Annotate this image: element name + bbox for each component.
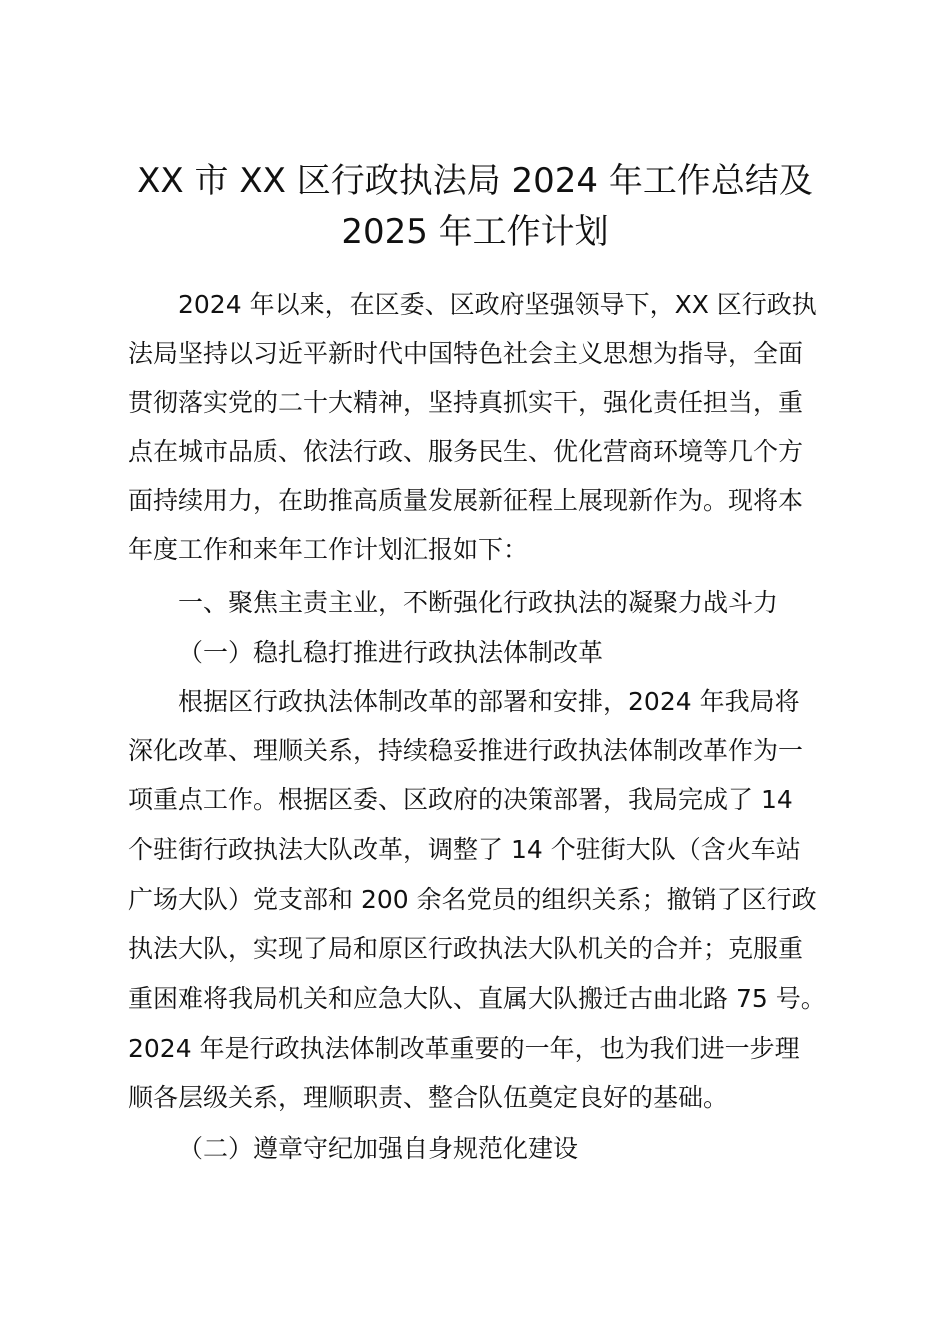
intro-line-2: 法局坚持以习近平新时代中国特色社会主义思想为指导，全面 [128, 339, 804, 368]
subsection-1-line-9: 顺各层级关系，理顺职责、整合队伍奠定良好的基础。 [128, 1083, 729, 1112]
intro-line-1: 2024 年以来，在区委、区政府坚强领导下，XX 区行政执 [178, 290, 817, 319]
subsection-1-line-7: 重困难将我局机关和应急大队、直属大队搬迁古曲北路 75 号。 [128, 984, 826, 1013]
subsection-1-line-4: 个驻街行政执法大队改革，调整了 14 个驻街大队（含火车站 [128, 835, 801, 864]
document-title-line-1: XX 市 XX 区行政执法局 2024 年工作总结及 [137, 161, 813, 201]
section-1-heading: 一、聚焦主责主业，不断强化行政执法的凝聚力战斗力 [178, 588, 779, 617]
intro-line-6: 年度工作和来年工作计划汇报如下： [128, 535, 529, 564]
intro-line-4: 点在城市品质、依法行政、服务民生、优化营商环境等几个方 [128, 437, 804, 466]
subsection-1-line-8: 2024 年是行政执法体制改革重要的一年，也为我们进一步理 [128, 1034, 800, 1063]
subsection-2-heading: （二）遵章守纪加强自身规范化建设 [178, 1134, 579, 1163]
intro-line-5: 面持续用力，在助推高质量发展新征程上展现新作为。现将本 [128, 486, 804, 515]
subsection-1-heading: （一）稳扎稳打推进行政执法体制改革 [178, 638, 604, 667]
subsection-1-line-3: 项重点工作。根据区委、区政府的决策部署，我局完成了 14 [128, 785, 793, 814]
subsection-1-line-1: 根据区行政执法体制改革的部署和安排，2024 年我局将 [178, 687, 800, 716]
subsection-1-line-5: 广场大队）党支部和 200 余名党员的组织关系；撤销了区行政 [128, 885, 817, 914]
subsection-1-line-2: 深化改革、理顺关系，持续稳妥推进行政执法体制改革作为一 [128, 736, 804, 765]
intro-line-3: 贯彻落实党的二十大精神，坚持真抓实干，强化责任担当，重 [128, 388, 804, 417]
subsection-1-line-6: 执法大队，实现了局和原区行政执法大队机关的合并；克服重 [128, 934, 804, 963]
document-title-line-2: 2025 年工作计划 [341, 212, 609, 252]
